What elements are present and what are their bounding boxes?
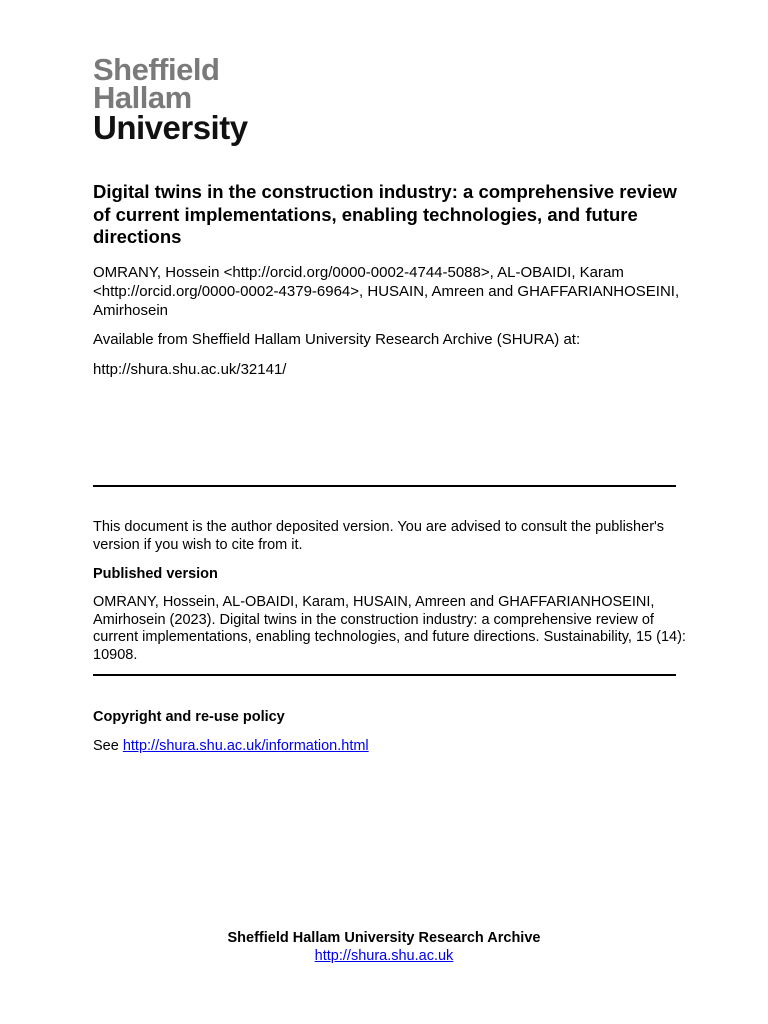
- logo-line-university: University: [93, 109, 248, 146]
- record-url: http://shura.shu.ac.uk/32141/: [93, 361, 287, 378]
- copyright-policy-link[interactable]: http://shura.shu.ac.uk/information.html: [122, 738, 369, 754]
- published-version-citation: OMRANY, Hossein, AL-OBAIDI, Karam, HUSAIN, Amreen and GHAFFARIANHOSEINI, Amirhosein (2023). Digital twins in the construction industry: a comprehensive review of current implementations, enabling technologies, and future directions. Sustainability, 15 (14): 10908.: [93, 594, 686, 663]
- copyright-see-label: See: [93, 738, 119, 754]
- divider-bottom: [93, 674, 676, 676]
- divider-top: [93, 485, 676, 487]
- footer-archive-link[interactable]: http://shura.shu.ac.uk: [314, 948, 454, 964]
- deposit-notice: This document is the author deposited version. You are advised to consult the publisher's version if you wish to cite from it.: [93, 519, 665, 553]
- footer: [0, 930, 768, 965]
- footer-title: Sheffield Hallam University Research Archive: [227, 930, 541, 946]
- university-logo: [93, 52, 248, 146]
- logo-line-sheffield: Sheffield: [93, 52, 220, 87]
- copyright-policy-line: [93, 737, 369, 755]
- document-title: Digital twins in the construction industry: a comprehensive review of current implementations, enabling technologies, and future directions: [93, 181, 677, 247]
- published-version-heading: Published version: [93, 566, 218, 582]
- logo-line-hallam: Hallam: [93, 80, 192, 115]
- document-authors: OMRANY, Hossein <http://orcid.org/0000-0002-4744-5088>, AL-OBAIDI, Karam <http://orcid.org/0000-0002-4379-6964>, HUSAIN, Amreen and GHAFFARIANHOSEINI, Amirhosein: [93, 264, 680, 319]
- availability-statement: Available from Sheffield Hallam University Research Archive (SHURA) at:: [93, 331, 581, 348]
- copyright-heading: Copyright and re-use policy: [93, 709, 285, 725]
